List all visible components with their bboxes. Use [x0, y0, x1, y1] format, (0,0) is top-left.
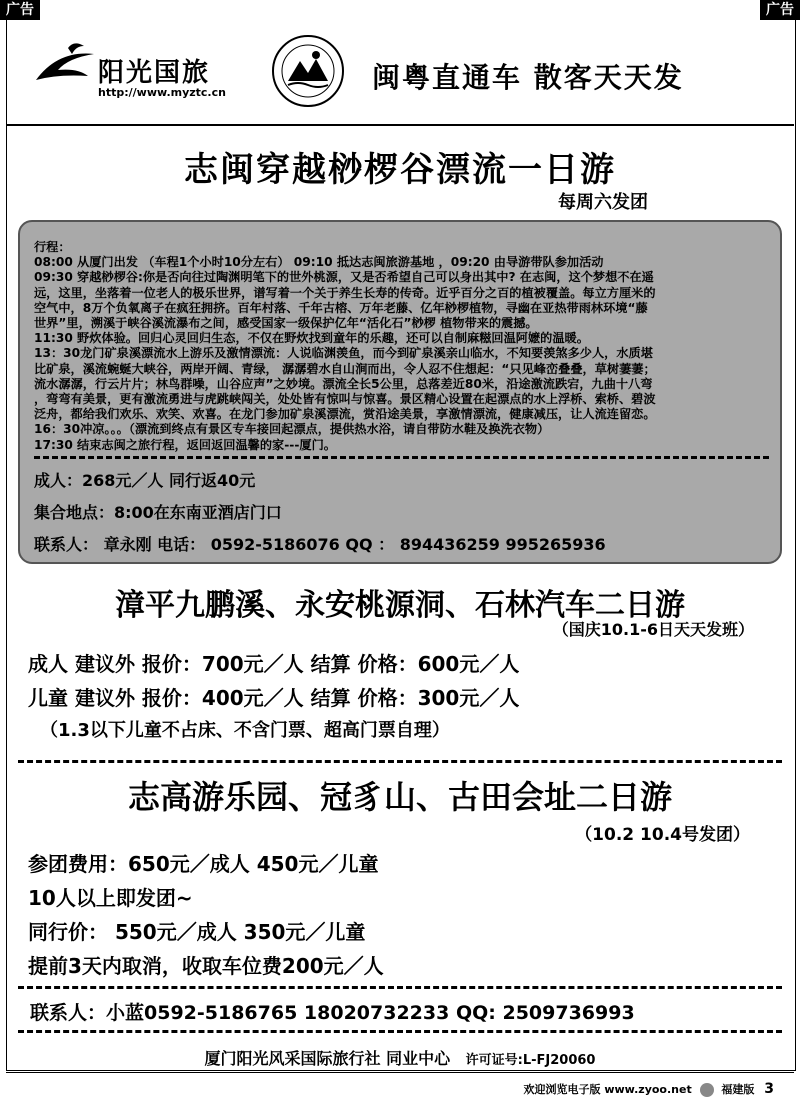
- dashed-divider: [18, 760, 782, 763]
- dashed-divider: [18, 1030, 782, 1033]
- company-logo: [28, 40, 248, 100]
- itinerary-line: 09:30 穿越桫椤谷:你是否向往过陶渊明笔下的世外桃源，又是否希望自己可以身出其中? 在志闽，这个梦想不在遥: [34, 270, 654, 285]
- itinerary-line: 13：30龙门矿泉溪漂流水上游乐及激情漂流：人说临渊羡鱼，而今到矿泉溪亲山临水，不知要羡煞多少人，水质堪: [34, 346, 653, 361]
- edition-label: 福建版: [721, 1083, 755, 1096]
- dashed-divider: [34, 456, 769, 459]
- tour2-adult-price: 成人 建议外 报价：700元／人 结算 价格：600元／人: [28, 652, 520, 676]
- itinerary-line: 行程：: [34, 240, 71, 254]
- tour3-peer-price: 同行价： 550元／成人 350元／儿童: [28, 920, 366, 944]
- itinerary-line: ，弯弯有美景，更有激流勇进与虎跳峡闯关，处处皆有惊叫与惊喜。景区精心设置在起漂点的水上浮桥、索桥、碧波: [34, 392, 656, 407]
- tour1-subtitle: 每周六发团: [558, 192, 648, 213]
- itinerary-line: 流水潺潺，行云片片；林鸟群噪，山谷应声”之妙境。漂流全长5公里，总落差近80米，沿途激流跌宕，九曲十八弯: [34, 376, 653, 391]
- tour3-note: （10.2 10.4号发团）: [575, 825, 750, 845]
- tour2-child-price: 儿童 建议外 报价：400元／人 结算 价格：300元／人: [28, 686, 520, 710]
- tour3-min-group: 10人以上即发团~: [28, 886, 193, 910]
- tour1-itinerary: [34, 240, 768, 453]
- logo-text: 阳光国旅: [98, 58, 211, 88]
- logo-swoosh-icon: [28, 40, 98, 100]
- dashed-divider: [18, 986, 782, 989]
- itinerary-line: 比矿泉，溪流蜿蜒大峡谷，两岸开阔、青绿， 潺潺碧水自山涧而出，令人忍不住想起：“只见峰峦叠叠，草树萋萋；: [34, 361, 656, 376]
- tour2-child-note: （1.3以下儿童不占床、不含门票、超高门票自理）: [40, 720, 450, 741]
- company-name: 厦门阳光风采国际旅行社 同业中心: [204, 1049, 451, 1068]
- itinerary-line: 08:00 从厦门出发 （车程1个小时10分左右） 09:10 抵达志闽旅游基地 ，09:20 由导游带队参加活动: [34, 255, 604, 270]
- tour1-price: 成人：268元／人 同行返40元: [34, 471, 256, 490]
- header-divider: [6, 124, 794, 126]
- association-seal-icon: [270, 33, 346, 109]
- license-number: 许可证号:L-FJ20060: [465, 1053, 596, 1068]
- itinerary-line: 泛舟，都给我们欢乐、欢笑、欢喜。在龙门参加矿泉溪漂流，赏沿途美景，享激情漂流，健康减压，让人流连留恋。: [34, 407, 656, 422]
- itinerary-line: 16：30冲凉。。。（漂流到终点有景区专车接回起漂点，提供热水浴，请自带防水鞋及换洗衣物）: [34, 422, 550, 437]
- itinerary-line: 远，这里，坐落着一位老人的极乐世界，谱写着一个关于养生长寿的传奇。近乎百分之百的植被覆盖。每立方厘米的: [34, 285, 656, 300]
- tour3-contact: 联系人：小蓝0592-5186765 18020732233 QQ: 2509736993: [30, 1002, 635, 1024]
- tour1-title: 志闽穿越桫椤谷漂流一日游: [184, 150, 616, 190]
- website-note: 欢迎浏览电子版 www.zyoo.net: [523, 1083, 692, 1096]
- tour2-title: 漳平九鹏溪、永安桃源洞、石林汽车二日游: [115, 588, 685, 623]
- tour1-details-box: [18, 220, 782, 564]
- bottom-bar: [524, 1081, 775, 1097]
- itinerary-line: 11:30 野炊体验。回归心灵回归生态，不仅在野炊找到童年的乐趣，还可以自制麻糍回温阿嬷的温暖。: [34, 331, 589, 346]
- tour1-meeting-point: 集合地点：8:00在东南亚酒店门口: [34, 503, 282, 522]
- itinerary-line: 17:30 结束志闽之旅行程，返回返回温馨的家---厦门。: [34, 437, 336, 452]
- tour3-fee: 参团费用：650元／成人 450元／儿童: [28, 852, 379, 876]
- tour2-note: （国庆10.1-6日天天发班）: [552, 620, 754, 639]
- slogan: 闽粤直通车 散客天天发: [372, 61, 684, 94]
- ad-tag-left: 广告: [0, 0, 40, 20]
- itinerary-line: 空气中，8万个负氧离子在疯狂拥挤。百年村落、千年古榕、万年老藤、亿年桫椤植物，寻幽在亚热带雨林环境“藤: [34, 300, 648, 315]
- itinerary-line: 世界”里，溯溪于峡谷溪流瀑布之间，感受国家一级保护亿年“活化石”桫椤 植物带来的震撼。: [34, 316, 538, 331]
- tour1-contact: 联系人： 章永刚 电话： 0592-5186076 QQ ： 894436259 995265936: [34, 535, 606, 554]
- tour3-title: 志高游乐园、冠豸山、古田会址二日游: [127, 778, 672, 816]
- logo-url: http://www.myztc.cn: [98, 86, 226, 99]
- footer-company: [0, 1046, 800, 1069]
- site-logo-icon: [700, 1083, 714, 1097]
- page-number: 3: [764, 1081, 774, 1097]
- footer-divider: [6, 1072, 794, 1073]
- tour3-cancellation: 提前3天内取消，收取车位费200元／人: [28, 954, 384, 978]
- ad-tag-right: 广告: [760, 0, 800, 20]
